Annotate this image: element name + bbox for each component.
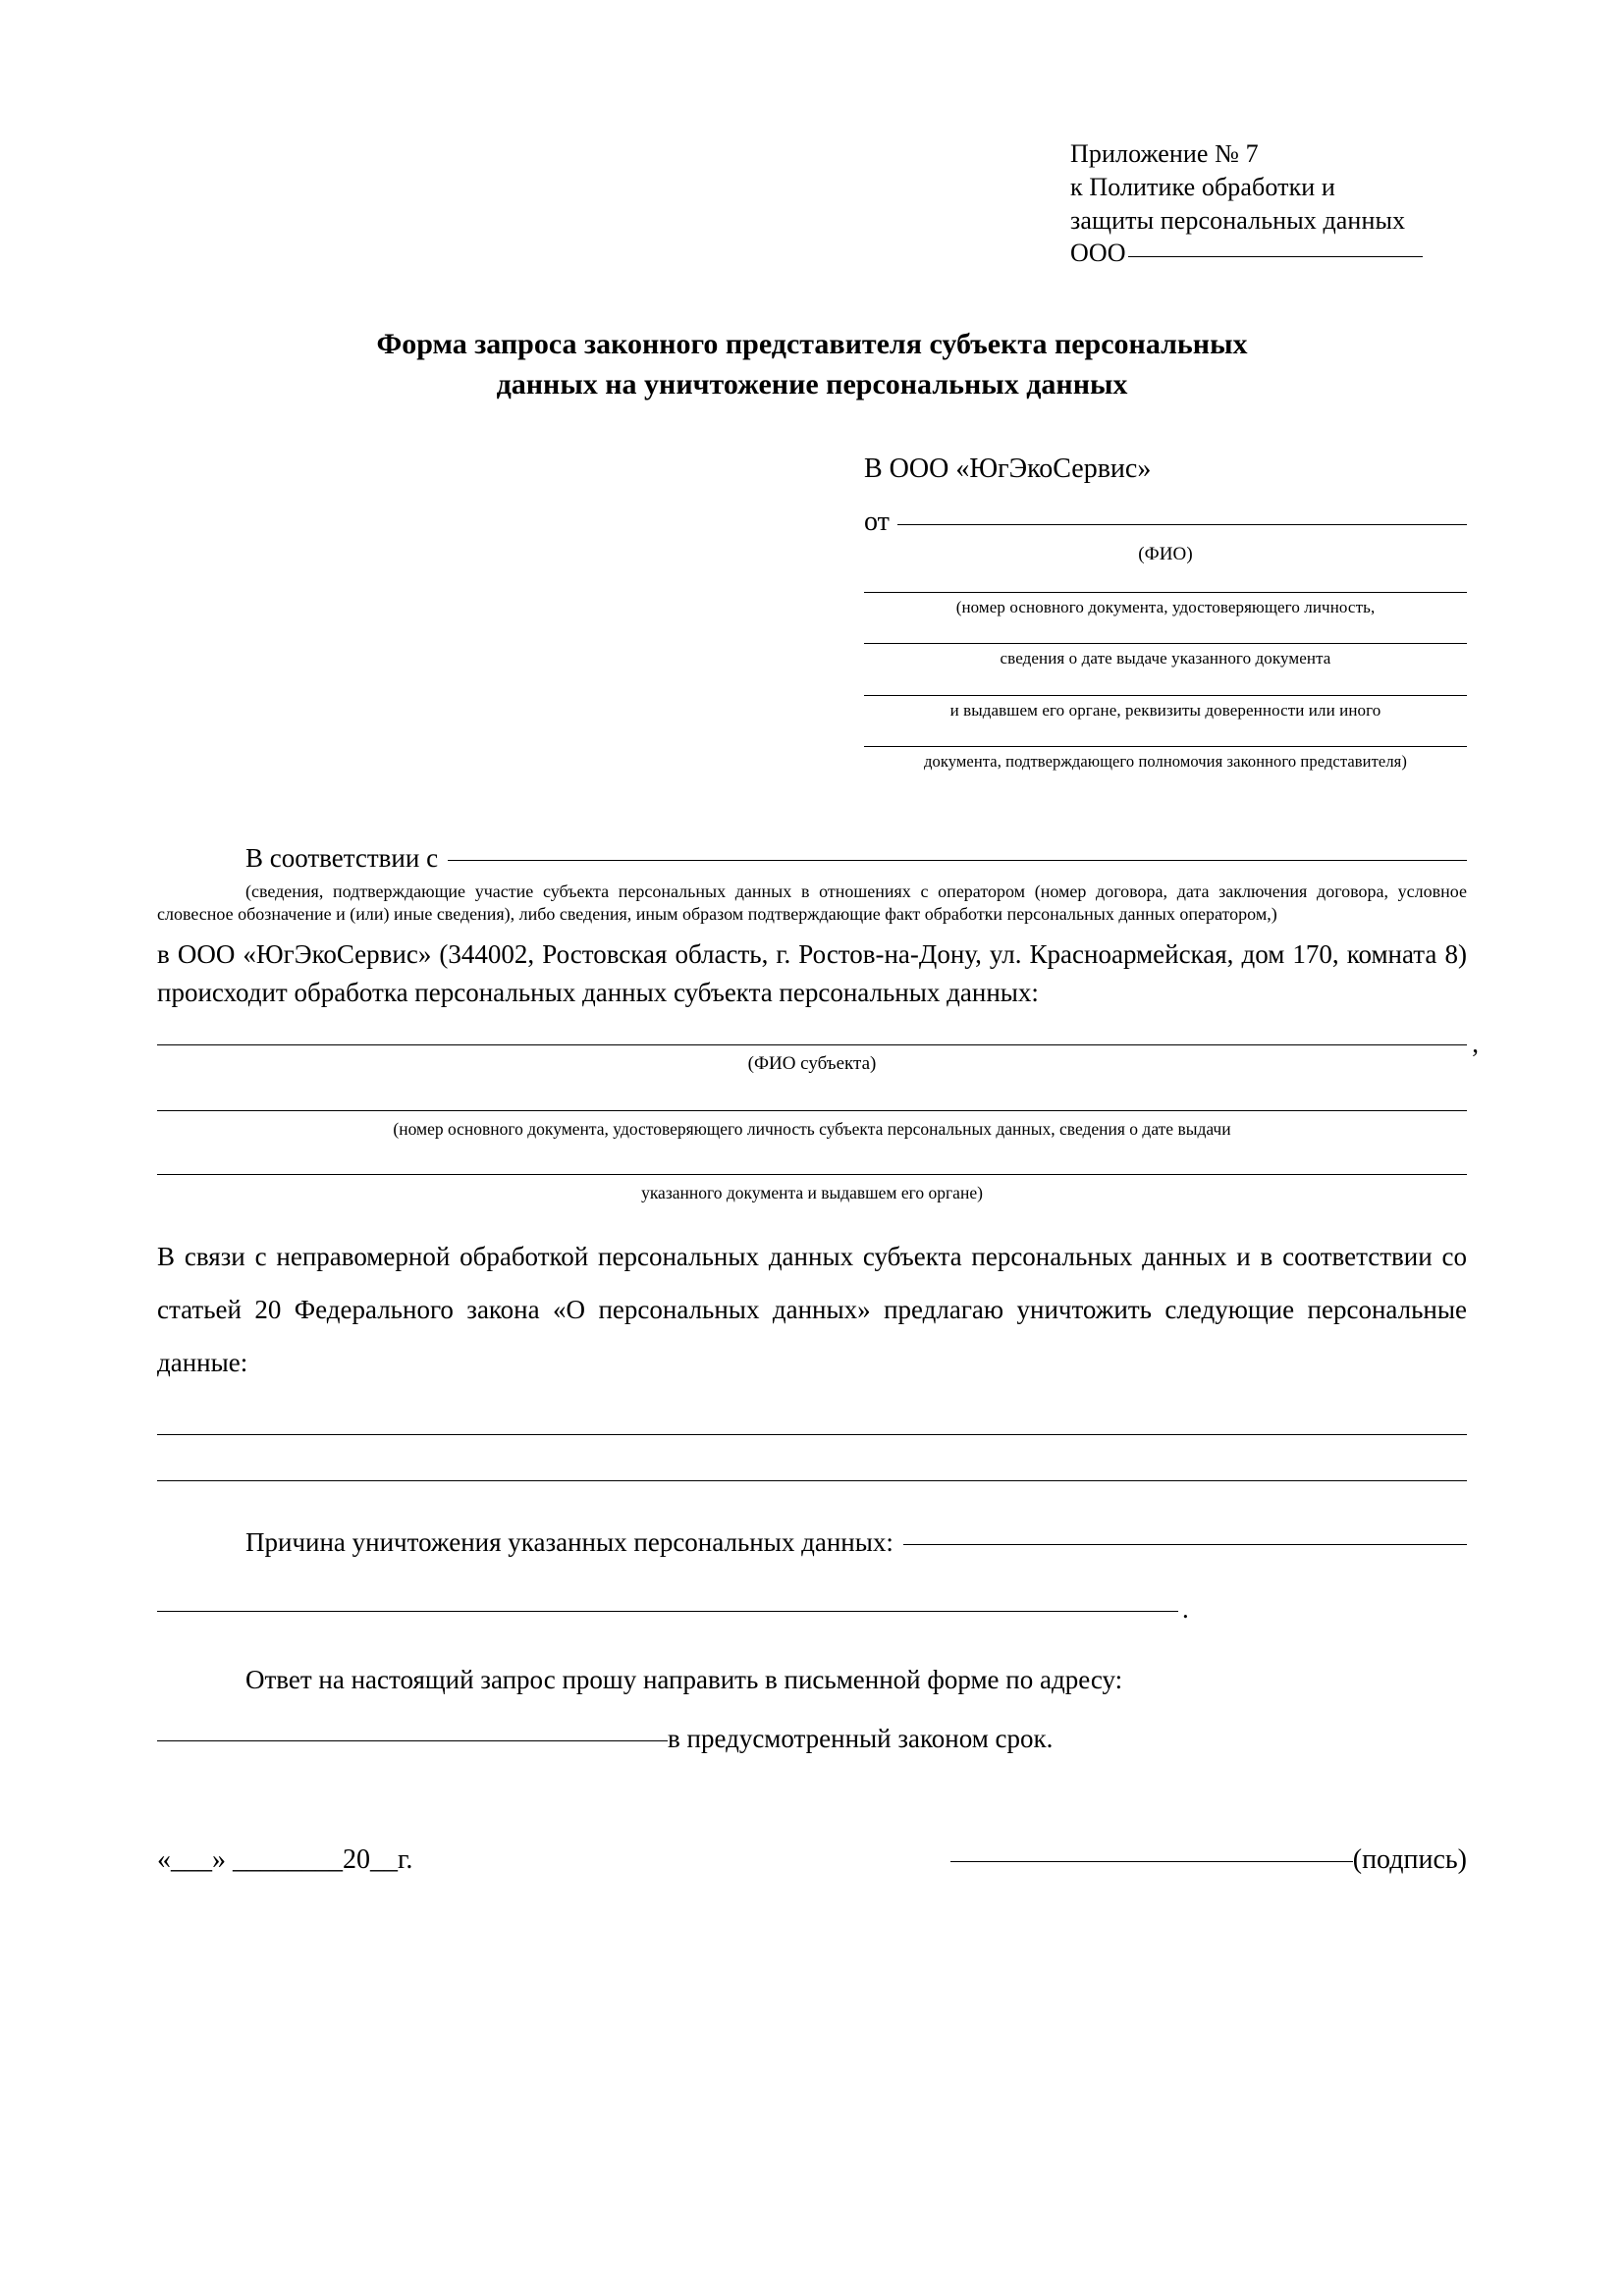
caption-doc-organ: и выдавшем его органе, реквизиты доверенности или иного — [949, 700, 1381, 720]
signature-row — [157, 1842, 1467, 1880]
reason-label: Причина уничтожения указанных персональных данных: — [245, 1527, 893, 1558]
reason-tail-row — [157, 1591, 1467, 1628]
answer-address-blank[interactable] — [157, 1740, 668, 1741]
addressee-doc-date-blank[interactable] — [864, 643, 1467, 644]
caption-doc-number: (номер основного документа, удостоверяющего личность, — [955, 597, 1376, 616]
reason-period: . — [1182, 1593, 1189, 1624]
in-accordance-blank[interactable] — [448, 860, 1467, 861]
fine-print-text: (сведения, подтверждающие участие субъекта персональных данных в отношениях с оператором (номер договора, дата заключения договора, условное словесное обозначение и (или) иные сведения), либо сведения, иным образом подтверждающие факт обработки персональных данных оператором,) — [157, 881, 1467, 925]
answer-tail-text: в предусмотренный законом срок. — [668, 1724, 1054, 1754]
reason-blank-2[interactable] — [157, 1611, 1178, 1612]
reason-blank[interactable] — [903, 1544, 1467, 1545]
caption-subject-fio: (ФИО субъекта) — [747, 1052, 877, 1074]
appendix-company-row — [1070, 237, 1467, 270]
caption-subject-doc: (номер основного документа, удостоверяющего личность субъекта персональных данных, сведения о дате выдачи — [393, 1119, 1231, 1140]
appendix-number: Приложение № 7 — [1070, 139, 1259, 168]
addressee-from-label: от — [864, 507, 890, 538]
signature-blank[interactable] — [950, 1861, 1353, 1862]
answer-paragraph: Ответ на настоящий запрос прошу направить в письменной форме по адресу: — [245, 1664, 1123, 1694]
appendix-policy-line-1: к Политике обработки и — [1070, 172, 1335, 201]
signature-date[interactable]: «___» ________20__г. — [157, 1844, 413, 1876]
answer-tail-row — [157, 1721, 1467, 1757]
reason-row — [157, 1524, 1467, 1561]
request-paragraph: В связи с неправомерной обработкой персональных данных субъекта персональных данных и в соответствии со статьей 20 Федерального закона «О персональных данных» предлагаю уничтожить следующие персональные данные: — [157, 1242, 1467, 1378]
caption-fio: (ФИО) — [1138, 544, 1193, 565]
addressee-doc-organ-blank[interactable] — [864, 695, 1467, 696]
subject-doc-blank-2[interactable] — [157, 1174, 1467, 1175]
appendix-company-label: ООО — [1070, 239, 1126, 268]
page-title-line-2: данных на уничтожение персональных данных — [496, 367, 1128, 400]
data-to-destroy-blank-1[interactable] — [157, 1434, 1467, 1435]
in-accordance-label: В соответствии с — [245, 842, 439, 873]
appendix-company-blank — [1128, 256, 1423, 257]
fine-print-note — [157, 881, 1467, 926]
appendix-header — [1070, 137, 1467, 270]
caption-subject-doc-2: указанного документа и выдавшем его органе) — [641, 1183, 983, 1203]
addressee-doc-number-blank[interactable] — [864, 592, 1467, 593]
addressee-from-blank[interactable] — [897, 524, 1467, 525]
in-accordance-row — [157, 840, 1467, 877]
caption-doc-auth: документа, подтверждающего полномочия законного представителя) — [924, 752, 1407, 772]
subject-doc-blank[interactable] — [157, 1110, 1467, 1111]
signature-label: (подпись) — [1352, 1844, 1467, 1876]
addressee-from-row — [864, 507, 1467, 538]
signature-right — [950, 1842, 1467, 1880]
caption-doc-date: сведения о дате выдаче указанного документа — [1000, 649, 1331, 668]
document-body — [157, 840, 1467, 1880]
page-title — [157, 325, 1467, 404]
addressee-to: В ООО «ЮгЭкоСервис» — [864, 454, 1152, 485]
appendix-policy-line-2: защиты персональных данных — [1070, 205, 1406, 235]
subject-fio-blank[interactable] — [157, 1044, 1467, 1045]
operator-paragraph: в ООО «ЮгЭкоСервис» (344002, Ростовская область, г. Ростов-на-Дону, ул. Красноармейская, дом 170, комната 8) происходит обработка персональных данных субъекта персональных данных: — [157, 939, 1467, 1007]
page-title-line-1: Форма запроса законного представителя субъекта персональных — [376, 328, 1248, 361]
addressee-doc-auth-blank[interactable] — [864, 746, 1467, 747]
data-to-destroy-blank-2[interactable] — [157, 1480, 1467, 1481]
